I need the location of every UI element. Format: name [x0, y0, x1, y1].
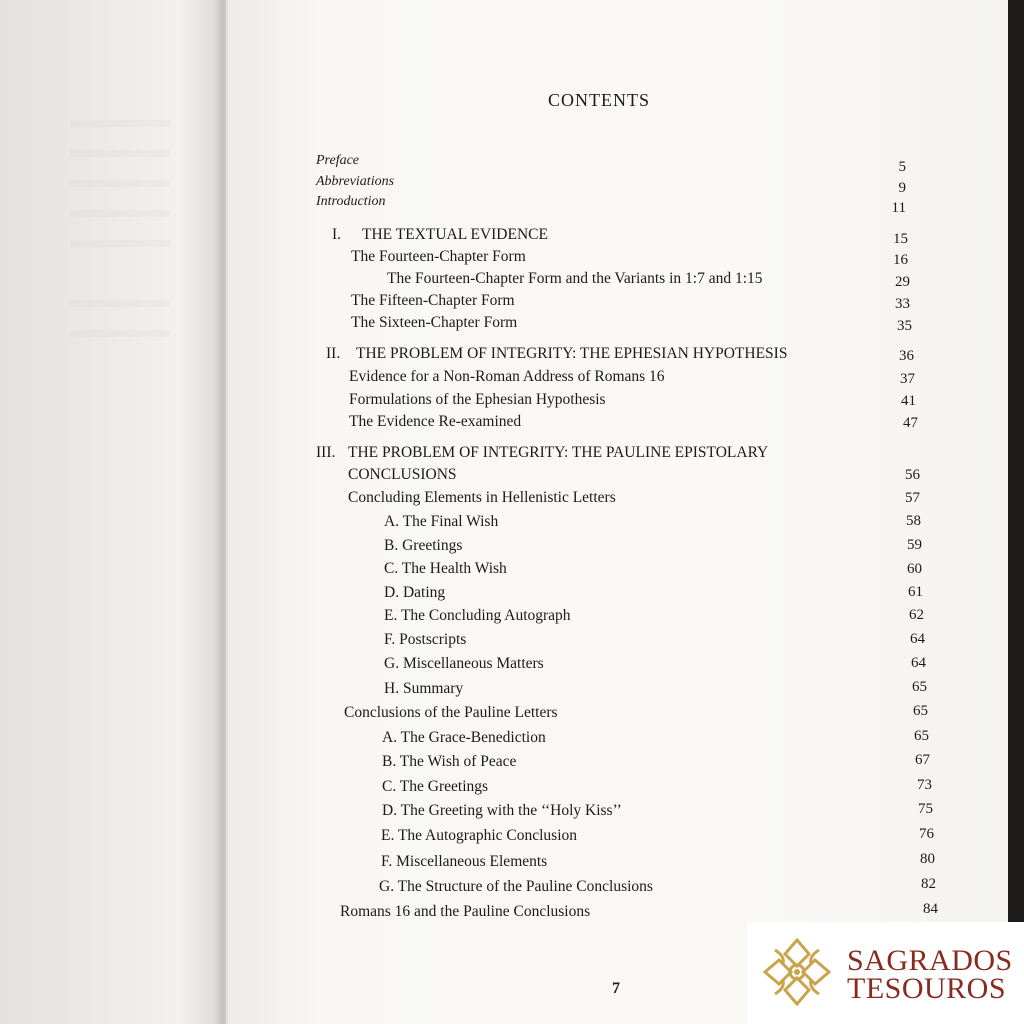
- chapter-title: THE PROBLEM OF INTEGRITY: THE EPHESIAN HYPOTHESIS: [356, 345, 788, 362]
- left-page: [0, 0, 226, 1024]
- toc-entry: The Sixteen-Chapter Form: [351, 314, 518, 331]
- toc-entry: C. The Greetings: [382, 778, 489, 795]
- toc-entry: A. The Final Wish: [384, 513, 499, 530]
- toc-entry: The Fourteen-Chapter Form: [351, 248, 526, 265]
- toc-entry: E. The Autographic Conclusion: [381, 827, 578, 844]
- page-number: 7: [612, 980, 620, 997]
- toc-entry: E. The Concluding Autograph: [384, 607, 571, 624]
- chapter-numeral: II.: [326, 345, 341, 362]
- chapter-heading-3: [316, 444, 768, 462]
- toc-entry: H. Summary: [384, 680, 464, 697]
- contents-heading: CONTENTS: [548, 90, 650, 110]
- toc-page-number: 58: [906, 513, 921, 529]
- toc-entry: F. Postscripts: [384, 631, 467, 648]
- toc-entry: Evidence for a Non-Roman Address of Romans 16: [349, 368, 665, 385]
- toc-page-number: 84: [923, 901, 938, 917]
- toc-entry: The Fifteen-Chapter Form: [351, 292, 515, 309]
- toc-page-number: 16: [893, 252, 908, 268]
- brand-name-line1: SAGRADOS: [847, 944, 1013, 977]
- chapter-title: THE PROBLEM OF INTEGRITY: THE PAULINE EPISTOLARY: [348, 444, 769, 461]
- toc-page-number: 15: [893, 231, 908, 247]
- bleed-through-line: [70, 300, 170, 307]
- toc-page-number: 64: [910, 631, 925, 647]
- toc-entry: B. The Wish of Peace: [382, 753, 517, 770]
- toc-entry: B. Greetings: [384, 537, 463, 554]
- toc-page-number: 67: [915, 752, 930, 768]
- toc-page-number: 65: [913, 703, 928, 719]
- toc-page-number: 80: [920, 851, 935, 867]
- chapter-heading-2: [326, 345, 787, 363]
- toc-page-number: 5: [898, 159, 906, 175]
- ornament-logo-icon: [761, 936, 833, 1008]
- chapter-title-continued: CONCLUSIONS: [348, 466, 457, 483]
- toc-page-number: 56: [905, 467, 920, 483]
- chapter-numeral: I.: [332, 226, 342, 243]
- toc-entry: Formulations of the Ephesian Hypothesis: [349, 391, 606, 408]
- toc-entry: D. The Greeting with the ‘‘Holy Kiss’’: [382, 802, 622, 819]
- toc-page-number: 64: [911, 655, 926, 671]
- toc-entry: Romans 16 and the Pauline Conclusions: [340, 903, 591, 920]
- bleed-through-line: [70, 150, 170, 157]
- toc-entry: A. The Grace-Benediction: [382, 729, 546, 746]
- toc-page-number: 11: [891, 200, 906, 216]
- toc-entry: G. The Structure of the Pauline Conclusions: [379, 878, 653, 895]
- toc-entry: D. Dating: [384, 584, 446, 601]
- watermark-brand: [747, 922, 1024, 1024]
- bleed-through-line: [70, 240, 170, 247]
- bleed-through-line: [70, 120, 170, 127]
- bleed-through-line: [70, 180, 170, 187]
- toc-page-number: 76: [919, 826, 934, 842]
- toc-page-number: 65: [912, 679, 927, 695]
- toc-entry-abbreviations: Abbreviations: [316, 174, 395, 189]
- toc-page-number: 47: [903, 415, 918, 431]
- chapter-title: THE TEXTUAL EVIDENCE: [362, 226, 548, 243]
- toc-page-number: 9: [898, 180, 906, 196]
- toc-page-number: 36: [899, 348, 914, 364]
- toc-page-number: 33: [895, 296, 910, 312]
- toc-entry-preface: Preface: [316, 153, 360, 168]
- toc-entry: Concluding Elements in Hellenistic Letters: [348, 489, 616, 506]
- toc-entry: The Fourteen-Chapter Form and the Variants in 1:7 and 1:15: [387, 270, 763, 287]
- toc-page-number: 35: [897, 318, 912, 334]
- brand-name-line2: TESOUROS: [847, 972, 1007, 1005]
- toc-page-number: 62: [909, 607, 924, 623]
- toc-page-number: 57: [905, 490, 920, 506]
- toc-page-number: 29: [895, 274, 910, 290]
- toc-entry: The Evidence Re-examined: [349, 413, 522, 430]
- bleed-through-line: [70, 210, 170, 217]
- toc-page-number: 59: [907, 537, 922, 553]
- chapter-numeral: III.: [316, 444, 336, 461]
- toc-entry: C. The Health Wish: [384, 560, 507, 577]
- toc-entry-introduction: Introduction: [316, 194, 386, 209]
- chapter-heading-1: [332, 226, 548, 244]
- toc-entry: G. Miscellaneous Matters: [384, 655, 544, 672]
- toc-page-number: 60: [907, 561, 922, 577]
- toc-entry: F. Miscellaneous Elements: [381, 853, 548, 870]
- toc-page-number: 75: [918, 801, 933, 817]
- toc-page-number: 82: [921, 876, 936, 892]
- toc-page-number: 37: [900, 371, 915, 387]
- toc-entry: Conclusions of the Pauline Letters: [344, 704, 558, 721]
- toc-page-number: 61: [908, 584, 923, 600]
- toc-page-number: 41: [901, 393, 916, 409]
- toc-page-number: 65: [914, 728, 929, 744]
- book-gutter: [214, 0, 228, 1024]
- toc-page-number: 73: [917, 777, 932, 793]
- bleed-through-line: [70, 330, 170, 337]
